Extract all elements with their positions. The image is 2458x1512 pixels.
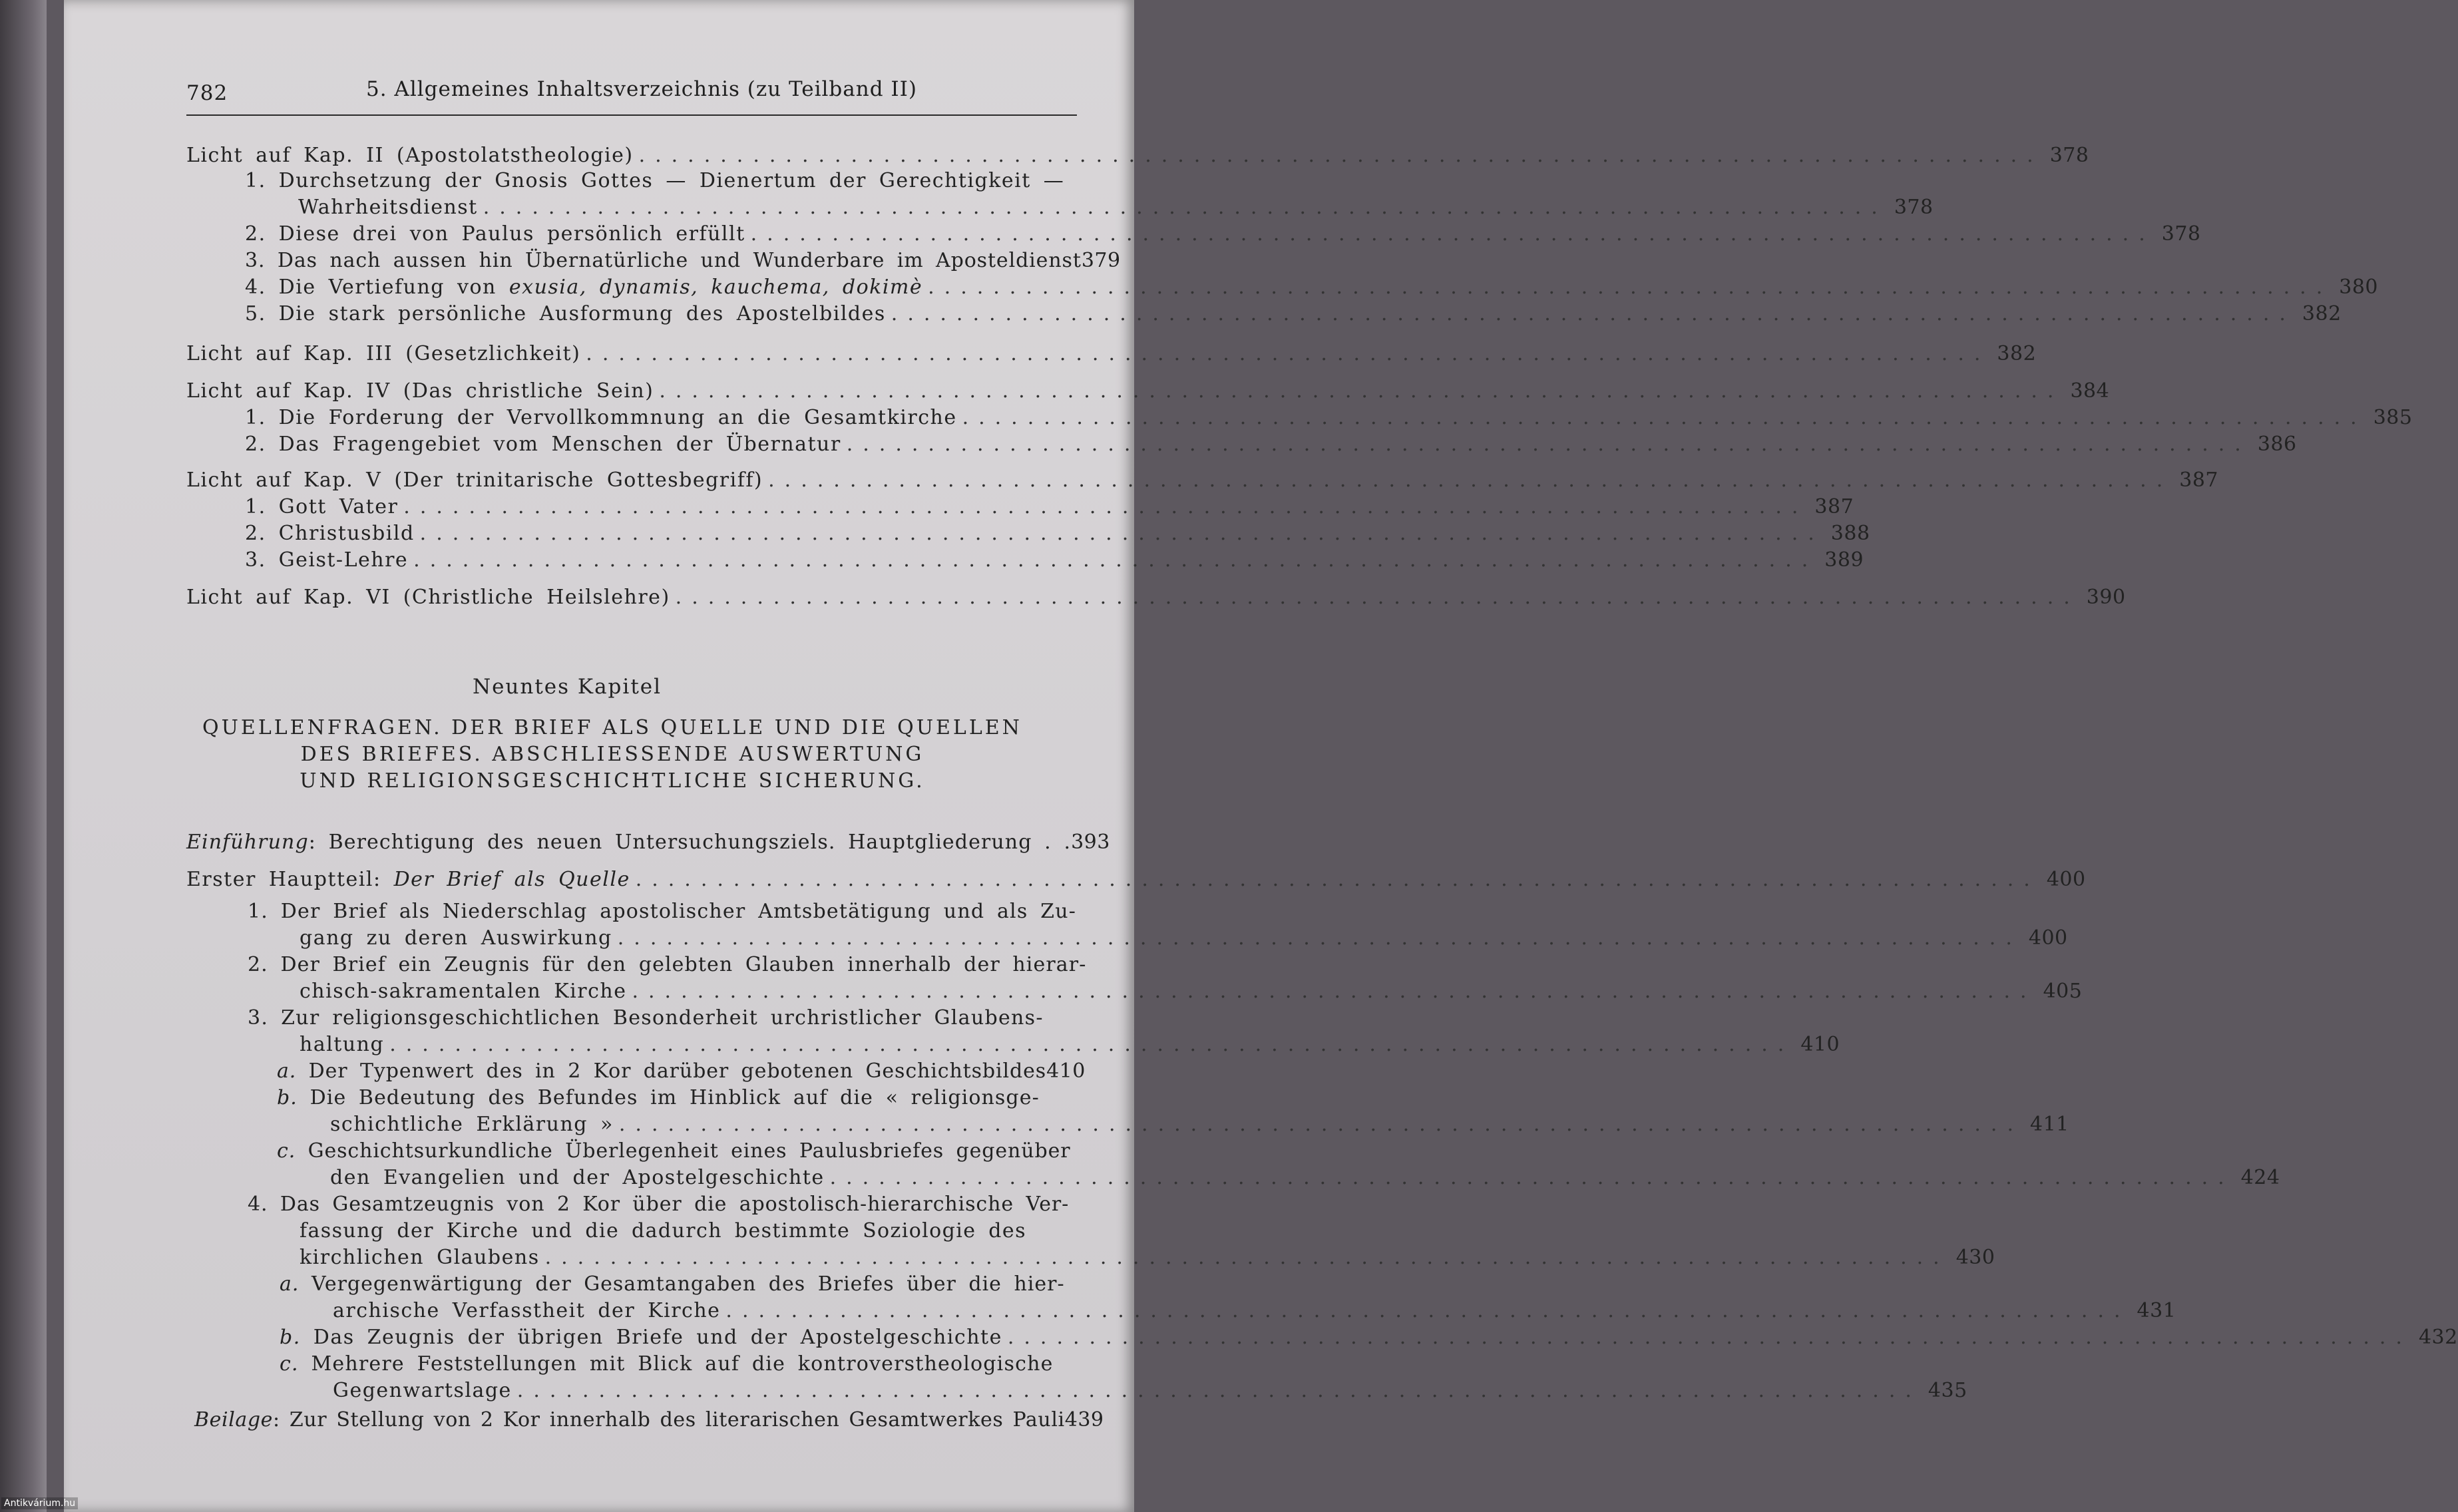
toc-entry-page: 405 [2043,980,2083,1003]
toc-entry-title: : Berechtigung des neuen Untersuchungsziels. Hauptgliederung [308,831,1032,854]
toc-entry-number: 3. [245,548,266,572]
toc-entry-letter: a. [280,1272,300,1296]
toc-entry-title: schichtliche Erklärung » [330,1113,614,1136]
toc-entry [245,433,2297,456]
toc-entry: Einführung: Berechtigung des neuen Untersuchungsziels. Hauptgliederung . . 393 [186,831,1110,854]
toc-entry-title: Christusbild [278,522,415,545]
toc-entry-page: 410 [1800,1033,1840,1056]
toc-entry-title: Licht auf Kap. III (Gesetzlichkeit) [186,342,581,365]
toc-entry [245,276,2378,299]
toc-entry-number: 1. [245,406,266,429]
toc-entry-title: Licht auf Kap. V (Der trinitarische Gottesbegriff) [186,469,763,492]
chapter-title-line: QUELLENFRAGEN. DER BRIEF ALS QUELLE UND DIE QUELLEN [202,716,1022,739]
toc-entry-page: 378 [2161,222,2201,246]
toc-entry-number: 1. [245,169,266,192]
toc-entry-number: 2. [245,433,266,456]
leader-dots: ...................................................................................... [413,548,1818,572]
leader-dots: ...................................................................................... [768,469,2173,492]
toc-entry-continued [300,1246,1995,1269]
toc-entry [280,1326,2458,1349]
leader-dots: ...................................................................................... [891,302,2296,325]
toc-entry [186,379,2110,403]
toc-entry-title: Das Zeugnis der übrigen Briefe und der Apostelgeschichte [313,1326,1002,1349]
toc-entry-page: 430 [1955,1246,1995,1269]
toc-entry-title: Gott Vater [278,495,399,518]
toc-entry-letter: a. [277,1059,297,1083]
toc-entry-continued [300,980,2083,1003]
toc-entry-title: Der Brief als Niederschlag apostolischer Amtsbetätigung und als Zu- [280,900,1077,923]
toc-entry-page: 431 [2137,1299,2176,1322]
toc-entry-continued [300,1033,1840,1056]
toc-entry-number: 3. [248,1006,269,1030]
toc-entry-number: 1. [245,495,266,518]
toc-entry-italic-terms: exusia, dynamis, kauchema, dokimè [509,276,923,299]
toc-entry-page: 387 [1814,495,1854,518]
toc-entry [280,1272,1065,1296]
leader-dots: ...................................................................................... [618,1113,2023,1136]
leader-dots: ...................................................................................... [586,342,1991,365]
toc-entry-page: 400 [2046,868,2086,891]
chapter-title-line: UND RELIGIONSGESCHICHTLICHE SICHERUNG. [300,769,925,793]
toc-entry-title: Durchsetzung der Gnosis Gottes — Dienertum der Gerechtigkeit — [278,169,1065,192]
toc-entry-page: 435 [1928,1379,1967,1402]
toc-entry-number: 5. [245,302,266,325]
toc-entry [277,1086,1040,1109]
toc-entry-title: Der Brief ein Zeugnis für den gelebten Glauben innerhalb der hierar- [280,953,1087,976]
leader-dots: ...................................................................................... [403,495,1808,518]
toc-entry [277,1059,1086,1083]
toc-entry [186,342,2037,365]
toc-entry-letter: c. [280,1352,299,1376]
leader-dots: ...................................................................................... [638,144,2043,167]
toc-entry-page: 380 [2339,276,2378,299]
leader-dots: ...................................................................................... [928,276,2333,299]
toc-entry-page: 400 [2028,926,2068,950]
toc-entry-continued [333,1299,2176,1322]
toc-entry [186,868,2086,891]
toc-entry-page: 382 [2302,302,2342,325]
toc-entry-number: 2. [245,222,266,246]
toc-entry-continued [300,1219,1026,1242]
toc-entry-title: Diese drei von Paulus persönlich erfüllt [278,222,745,246]
toc-entry-title: archische Verfasstheit der Kirche [333,1299,721,1322]
toc-entry-page: 390 [2086,586,2126,609]
leader-dots: ...................................................................................... [483,196,1888,219]
toc-entry-italic: Beilage [194,1408,274,1431]
toc-entry-number: 4. [248,1193,268,1216]
leader-dots: ...................................................................................... [516,1379,1922,1402]
toc-entry-title: Geist-Lehre [278,548,409,572]
toc-entry [186,586,2126,609]
toc-entry-title: Licht auf Kap. IV (Das christliche Sein) [186,379,654,403]
toc-entry-title: Licht auf Kap. II (Apostolatstheologie) [186,144,634,167]
leader-dots: ...................................................................................... [725,1299,2131,1322]
toc-entry-title: Die Forderung der Vervollkommnung an die Gesamtkirche [278,406,957,429]
toc-entry [245,249,1121,272]
toc-entry [245,406,2413,429]
leader-dots: ...................................................................................... [1007,1326,2412,1349]
toc-entry [248,1193,1070,1216]
page-number: 782 [186,81,228,105]
leader-dots: ...................................................................................... [635,868,2040,891]
toc-entry-italic: Einführung [186,831,309,854]
toc-entry [194,1408,1104,1431]
toc-entry-page: 393 [1071,831,1110,854]
toc-entry-title: : Zur Stellung von 2 Kor innerhalb des literarischen Gesamtwerkes Pauli [273,1408,1065,1431]
toc-entry-title: Das Gesamtzeugnis von 2 Kor über die apostolisch-hierarchische Ver- [280,1193,1070,1216]
toc-entry-page: 410 [1046,1059,1086,1083]
toc-entry-title: Das nach aussen hin Übernatürliche und Wunderbare im Aposteldienst [277,249,1082,272]
toc-entry-number: 1. [248,900,269,923]
toc-entry-letter: c. [277,1139,296,1163]
toc-entry-title: Vergegenwärtigung der Gesamtangaben des Briefes über die hier- [311,1272,1065,1296]
toc-entry-page: 424 [2240,1166,2280,1189]
toc-entry [245,169,1065,192]
chapter-title-line: DES BRIEFES. ABSCHLIESSENDE AUSWERTUNG [300,743,924,766]
toc-entry-title: Der Typenwert des in 2 Kor darüber gebotenen Geschichtsbildes [308,1059,1047,1083]
toc-entry-number: 3. [245,249,266,272]
toc-entry-page: 411 [2029,1113,2069,1136]
toc-entry-page: 378 [1894,196,1934,219]
chapter-label: Neuntes Kapitel [472,675,662,699]
leader-dots: ...................................................................................... [659,379,2064,403]
leader-dots: ...................................................................................... [617,926,2022,950]
toc-entry-letter: b. [277,1086,298,1109]
toc-entry-number: 4. [245,276,266,299]
toc-entry-title: haltung [300,1033,385,1056]
toc-entry-title: Die Vertiefung von [278,276,497,299]
toc-entry [186,144,2089,167]
toc-entry-number: 2. [245,522,266,545]
toc-entry [245,548,1864,572]
toc-entry-number: 2. [248,953,268,976]
toc-entry [248,1006,1044,1030]
toc-entry-title: Das Fragengebiet vom Menschen der Übernatur [278,433,841,456]
leader-dots: ...................................................................................... [389,1033,1794,1056]
toc-entry-page: 432 [2418,1326,2458,1349]
toc-entry [245,222,2201,246]
toc-entry-title: den Evangelien und der Apostelgeschichte [330,1166,825,1189]
toc-entry-title: Die stark persönliche Ausformung des Apostelbildes [278,302,886,325]
toc-entry-title: Wahrheitsdienst [298,196,478,219]
toc-entry-title: Licht auf Kap. VI (Christliche Heilslehre) [186,586,670,609]
leader-dots: ...................................................................................... [675,586,2080,609]
toc-entry-title: Die Bedeutung des Befundes im Hinblick auf die « religionsge- [309,1086,1040,1109]
toc-entry-italic: Der Brief als Quelle [393,868,630,891]
toc-entry [245,302,2342,325]
toc-entry-page: 384 [2070,379,2110,403]
toc-entry-continued [330,1113,2069,1136]
toc-entry [248,953,1087,976]
toc-entry-title: Zur religionsgeschichtlichen Besonderheit urchristlicher Glaubens- [281,1006,1044,1030]
watermark: Antikvárium.hu [1,1497,78,1509]
toc-entry [186,469,2219,492]
leader-dots: ...................................................................................... [419,522,1824,545]
leader-dots: ...................................................................................... [829,1166,2234,1189]
toc-entry-title: Mehrere Feststellungen mit Blick auf die kontroverstheologische [311,1352,1054,1376]
toc-entry-page: 385 [2373,406,2413,429]
toc-entry-title: Gegenwartslage [333,1379,512,1402]
toc-entry-continued [330,1166,2280,1189]
toc-entry-page: 378 [2049,144,2089,167]
toc-entry [245,495,1854,518]
toc-entry-page: 382 [1997,342,2037,365]
toc-entry-title: kirchlichen Glaubens [300,1246,540,1269]
toc-entry-title: chisch-sakramentalen Kirche [300,980,627,1003]
toc-entry [245,522,1870,545]
leader-dots: ...................................................................................... [632,980,2037,1003]
toc-entry-continued [300,926,2068,950]
toc-entry-page: 387 [2179,469,2219,492]
toc-entry-page: 379 [1081,249,1121,272]
toc-entry-continued [333,1379,1967,1402]
leader-dots: ...................................................................................... [962,406,2367,429]
toc-entry-letter: b. [280,1326,301,1349]
leader-dots: ...................................................................................... [750,222,2155,246]
running-title: 5. Allgemeines Inhaltsverzeichnis (zu Teilband II) [366,77,918,101]
toc-entry [280,1352,1054,1376]
leader-dots: ...................................................................................... [544,1246,1949,1269]
toc-entry [277,1139,1071,1163]
toc-entry-page: 388 [1830,522,1870,545]
toc-entry [248,900,1077,923]
toc-entry-title: Erster Hauptteil: [186,868,381,891]
toc-entry-page: 386 [2257,433,2297,456]
toc-entry-title: Geschichtsurkundliche Überlegenheit eines Paulusbriefes gegenüber [307,1139,1071,1163]
toc-entry-page: 439 [1064,1408,1104,1431]
toc-entry-continued [298,196,1934,219]
toc-entry-title: gang zu deren Auswirkung [300,926,612,950]
toc-entry-page: 389 [1824,548,1864,572]
toc-entry-title: fassung der Kirche und die dadurch bestimmte Soziologie des [300,1219,1026,1242]
leader-dots: ...................................................................................... [846,433,2251,456]
